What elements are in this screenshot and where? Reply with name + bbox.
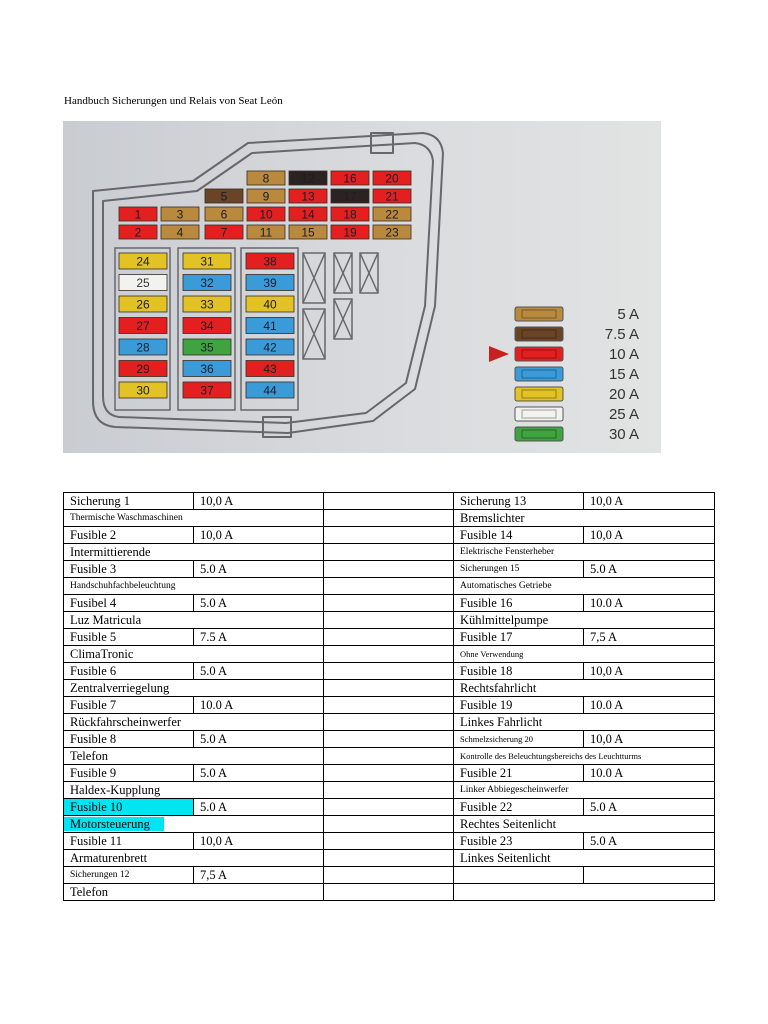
fuse-number: 32 xyxy=(200,276,214,290)
fuse-description-cell xyxy=(64,544,324,561)
empty-cell xyxy=(324,527,454,544)
empty-cell xyxy=(324,833,454,850)
fuse-amperage: 10,0 A xyxy=(194,493,324,510)
fuse-description-cell xyxy=(64,850,324,867)
table-row xyxy=(64,799,715,816)
document-title: Handbuch Sicherungen und Relais von Seat León xyxy=(64,95,283,107)
table-row xyxy=(64,493,715,510)
fuse-description-cell xyxy=(64,612,324,629)
table-row xyxy=(64,629,715,646)
table-row xyxy=(64,595,715,612)
legend-label: 20 A xyxy=(608,386,639,403)
fuse-2 xyxy=(119,225,157,240)
fuse-name: Fusible 11 xyxy=(64,833,194,850)
fuse-amperage: 5.0 A xyxy=(194,765,324,782)
table-row xyxy=(64,816,715,833)
fuse-description-cell xyxy=(64,646,324,663)
fuse-name: Fusible 22 xyxy=(454,799,584,816)
fuse-description: Kühlmittelpumpe xyxy=(454,612,715,629)
fuse-amperage: 7.5 A xyxy=(194,629,324,646)
fuse-number: 16 xyxy=(343,171,357,186)
fuse-30 xyxy=(119,382,167,398)
fuse-17 xyxy=(331,189,369,204)
fuse-description-cell xyxy=(64,510,324,527)
fuse-9 xyxy=(247,189,285,204)
empty-cell xyxy=(324,731,454,748)
fuse-name: Fusible 10 xyxy=(64,799,194,816)
legend-label: 10 A xyxy=(608,346,639,363)
fuse-name: Fusible 18 xyxy=(454,663,584,680)
fuse-number: 4 xyxy=(176,225,184,240)
empty-cell xyxy=(324,646,454,663)
table-row xyxy=(64,765,715,782)
fuse-description: Haldex-Kupplung xyxy=(70,783,161,797)
empty-cell xyxy=(324,493,454,510)
fuse-33 xyxy=(183,296,231,312)
table-row xyxy=(64,544,715,561)
fuse-amperage xyxy=(584,867,715,884)
fuse-description: ClimaTronic xyxy=(70,647,134,661)
empty-cell xyxy=(324,697,454,714)
fuse-number: 43 xyxy=(263,362,277,376)
fuse-36 xyxy=(183,361,231,377)
empty-cell xyxy=(324,544,454,561)
fuse-number: 41 xyxy=(263,319,277,333)
fuse-44 xyxy=(246,382,294,398)
empty-cell xyxy=(324,714,454,731)
empty-cell xyxy=(324,578,454,595)
fuse-23 xyxy=(373,225,411,240)
fuse-14 xyxy=(289,207,327,222)
fuse-22 xyxy=(373,207,411,222)
fuse-name: Fusible 16 xyxy=(454,595,584,612)
fuse-number: 9 xyxy=(262,189,270,204)
fuse-description: Kontrolle des Beleuchtungsbereichs des Leuchtturms xyxy=(454,748,715,765)
fuse-18 xyxy=(331,207,369,222)
fuse-number: 25 xyxy=(136,276,150,290)
fuse-description: Telefon xyxy=(70,885,108,899)
table-row xyxy=(64,697,715,714)
fuse-description: Thermische Waschmaschinen xyxy=(70,513,183,523)
empty-cell xyxy=(324,680,454,697)
fuse-name: Fusible 23 xyxy=(454,833,584,850)
table-row xyxy=(64,510,715,527)
fuse-box-diagram xyxy=(63,121,661,453)
table-row xyxy=(64,833,715,850)
fuse-number: 44 xyxy=(263,383,277,398)
fuse-description: Luz Matricula xyxy=(70,613,142,627)
fuse-8 xyxy=(247,171,285,186)
fuse-amperage: 10.0 A xyxy=(584,595,715,612)
fuse-description: Automatisches Getriebe xyxy=(454,578,715,595)
fuse-description-cell xyxy=(64,782,324,799)
fuse-amperage: 5.0 A xyxy=(194,799,324,816)
fuse-description-cell xyxy=(64,748,324,765)
fuse-description: Elektrische Fensterheber xyxy=(454,544,715,561)
fuse-amperage: 5.0 A xyxy=(584,799,715,816)
legend-label: 5 A xyxy=(617,306,639,323)
fuse-number: 21 xyxy=(385,189,399,204)
fuse-1 xyxy=(119,207,157,222)
fuse-38 xyxy=(246,253,294,269)
fuse-description-cell xyxy=(64,680,324,697)
fuse-description: Ohne Verwendung xyxy=(454,646,715,663)
fuse-13 xyxy=(289,189,327,204)
fuse-24 xyxy=(119,253,167,269)
fuse-amperage: 5.0 A xyxy=(584,561,715,578)
fuse-amperage: 5.0 A xyxy=(194,561,324,578)
fuse-39 xyxy=(246,275,294,291)
fuse-name: Fusible 21 xyxy=(454,765,584,782)
fuse-description-cell xyxy=(64,816,324,833)
fuse-number: 30 xyxy=(136,383,150,398)
fuse-number: 2 xyxy=(134,225,142,240)
fuse-42 xyxy=(246,339,294,355)
table-row xyxy=(64,680,715,697)
fuse-description: Rechtes Seitenlicht xyxy=(454,816,715,833)
fuse-number: 35 xyxy=(200,340,214,355)
fuse-number: 19 xyxy=(343,225,357,240)
fuse-21 xyxy=(373,189,411,204)
fuse-number: 1 xyxy=(134,207,142,222)
fuse-31 xyxy=(183,253,231,269)
empty-cell xyxy=(324,663,454,680)
fuse-description xyxy=(454,884,715,901)
fuse-number: 29 xyxy=(136,362,150,376)
fuse-4 xyxy=(161,225,199,240)
fuse-number: 34 xyxy=(200,319,214,333)
fuse-number: 11 xyxy=(259,225,273,240)
fuse-37 xyxy=(183,382,231,398)
fuse-description: Rechtsfahrlicht xyxy=(454,680,715,697)
fuse-number: 26 xyxy=(136,297,150,312)
legend-label: 7.5 A xyxy=(604,326,639,343)
fuse-10 xyxy=(247,207,285,222)
fuse-number: 18 xyxy=(343,207,357,222)
fuse-number: 14 xyxy=(301,207,315,222)
fuse-number: 37 xyxy=(200,383,214,398)
fuse-number: 6 xyxy=(220,207,228,222)
fuse-28 xyxy=(119,339,167,355)
table-row xyxy=(64,561,715,578)
fuse-amperage: 5.0 A xyxy=(194,663,324,680)
legend-label: 30 A xyxy=(608,426,639,443)
empty-cell xyxy=(324,867,454,884)
empty-cell xyxy=(324,595,454,612)
fuse-number: 3 xyxy=(176,207,184,222)
fuse-amperage: 10,0 A xyxy=(194,833,324,850)
fuse-name: Fusible 19 xyxy=(454,697,584,714)
fuse-number: 31 xyxy=(200,254,214,269)
fuse-number: 13 xyxy=(301,189,315,204)
fuse-32 xyxy=(183,275,231,291)
table-row xyxy=(64,714,715,731)
fuse-12 xyxy=(289,171,327,186)
fuse-name: Fusible 8 xyxy=(64,731,194,748)
fuse-description: Linker Abbiegescheinwerfer xyxy=(454,782,715,799)
fuse-25 xyxy=(119,275,167,291)
table-row xyxy=(64,884,715,901)
fuse-number: 20 xyxy=(385,171,399,186)
fuse-description: Bremslichter xyxy=(454,510,715,527)
fuse-amperage: 10.0 A xyxy=(584,765,715,782)
fuse-11 xyxy=(247,225,285,240)
fuse-7 xyxy=(205,225,243,240)
fuse-26 xyxy=(119,296,167,312)
fuse-number: 5 xyxy=(220,189,228,204)
legend-label: 25 A xyxy=(608,406,639,423)
fuse-name: Fusible 2 xyxy=(64,527,194,544)
fuse-amperage: 10,0 A xyxy=(584,731,715,748)
fuse-amperage: 5.0 A xyxy=(584,833,715,850)
fuse-name: Sicherung 1 xyxy=(64,493,194,510)
fuse-6 xyxy=(205,207,243,222)
fuse-amperage: 10,0 A xyxy=(584,493,715,510)
table-row xyxy=(64,527,715,544)
fuse-assignment-table xyxy=(63,492,715,901)
empty-cell xyxy=(324,850,454,867)
fuse-description-cell xyxy=(64,578,324,595)
fuse-name: Fusible 6 xyxy=(64,663,194,680)
fuse-35 xyxy=(183,339,231,355)
fuse-29 xyxy=(119,361,167,377)
fuse-description: Intermittierende xyxy=(70,545,151,559)
fuse-number: 12 xyxy=(301,171,315,186)
fuse-number: 22 xyxy=(385,207,399,222)
fuse-amperage: 7,5 A xyxy=(194,867,324,884)
fuse-description-cell xyxy=(64,714,324,731)
table-row xyxy=(64,867,715,884)
fuse-description: Handschuhfachbeleuchtung xyxy=(70,581,176,591)
empty-cell xyxy=(324,748,454,765)
table-row xyxy=(64,612,715,629)
fuse-number: 10 xyxy=(259,207,273,222)
fuse-amperage: 5.0 A xyxy=(194,595,324,612)
fuse-number: 24 xyxy=(136,254,150,269)
fuse-name: Fusible 14 xyxy=(454,527,584,544)
table-row xyxy=(64,850,715,867)
empty-cell xyxy=(324,816,454,833)
fuse-3 xyxy=(161,207,199,222)
fuse-description: Linkes Seitenlicht xyxy=(454,850,715,867)
empty-cell xyxy=(324,629,454,646)
table-row xyxy=(64,578,715,595)
fuse-number: 39 xyxy=(263,276,277,290)
table-row xyxy=(64,663,715,680)
empty-cell xyxy=(324,799,454,816)
fuse-number: 33 xyxy=(200,297,214,312)
fuse-amperage: 10.0 A xyxy=(194,697,324,714)
fuse-description: Armaturenbrett xyxy=(70,851,148,865)
fuse-34 xyxy=(183,318,231,334)
fuse-amperage: 10,0 A xyxy=(584,527,715,544)
table-row xyxy=(64,646,715,663)
fuse-name: Fusibel 4 xyxy=(64,595,194,612)
fuse-15 xyxy=(289,225,327,240)
fuse-number: 7 xyxy=(220,225,228,240)
fuse-number: 23 xyxy=(385,225,399,240)
fuse-41 xyxy=(246,318,294,334)
fuse-amperage: 10.0 A xyxy=(584,697,715,714)
fuse-name: Schmelzsicherung 20 xyxy=(454,731,584,748)
table-row xyxy=(64,731,715,748)
fuse-20 xyxy=(373,171,411,186)
fuse-number: 42 xyxy=(263,340,277,355)
fuse-number: 38 xyxy=(263,254,277,269)
table-row xyxy=(64,748,715,765)
fuse-number: 28 xyxy=(136,340,150,355)
empty-cell xyxy=(324,884,454,901)
fuse-description: Zentralverriegelung xyxy=(70,681,170,695)
fuse-description: Rückfahrscheinwerfer xyxy=(70,715,182,729)
empty-cell xyxy=(324,782,454,799)
table-row xyxy=(64,782,715,799)
fuse-number: 17 xyxy=(343,189,357,204)
empty-cell xyxy=(324,765,454,782)
fuse-amperage: 7,5 A xyxy=(584,629,715,646)
fuse-number: 27 xyxy=(136,319,150,333)
fuse-name: Fusible 5 xyxy=(64,629,194,646)
fuse-name: Sicherungen 15 xyxy=(454,561,584,578)
fuse-43 xyxy=(246,361,294,377)
fuse-description: Motorsteuerung xyxy=(64,817,164,831)
empty-cell xyxy=(324,561,454,578)
fuse-5 xyxy=(205,189,243,204)
fuse-description-cell xyxy=(64,884,324,901)
empty-cell xyxy=(324,612,454,629)
fuse-name: Fusible 17 xyxy=(454,629,584,646)
fuse-name: Sicherung 13 xyxy=(454,493,584,510)
fuse-amperage: 5.0 A xyxy=(194,731,324,748)
fuse-description: Linkes Fahrlicht xyxy=(454,714,715,731)
fuse-description: Telefon xyxy=(70,749,108,763)
fuse-amperage: 10,0 A xyxy=(584,663,715,680)
fuse-40 xyxy=(246,296,294,312)
fuse-19 xyxy=(331,225,369,240)
fuse-name xyxy=(454,867,584,884)
fuse-number: 36 xyxy=(200,362,214,376)
fuse-number: 8 xyxy=(262,171,270,186)
fuse-27 xyxy=(119,318,167,334)
fuse-amperage: 10,0 A xyxy=(194,527,324,544)
empty-cell xyxy=(324,510,454,527)
fuse-name: Sicherungen 12 xyxy=(64,867,194,884)
fuse-name: Fusible 3 xyxy=(64,561,194,578)
legend-label: 15 A xyxy=(608,366,639,383)
fuse-name: Fusible 7 xyxy=(64,697,194,714)
fuse-number: 40 xyxy=(263,297,277,312)
fuse-number: 15 xyxy=(301,225,315,240)
fuse-16 xyxy=(331,171,369,186)
fuse-name: Fusible 9 xyxy=(64,765,194,782)
